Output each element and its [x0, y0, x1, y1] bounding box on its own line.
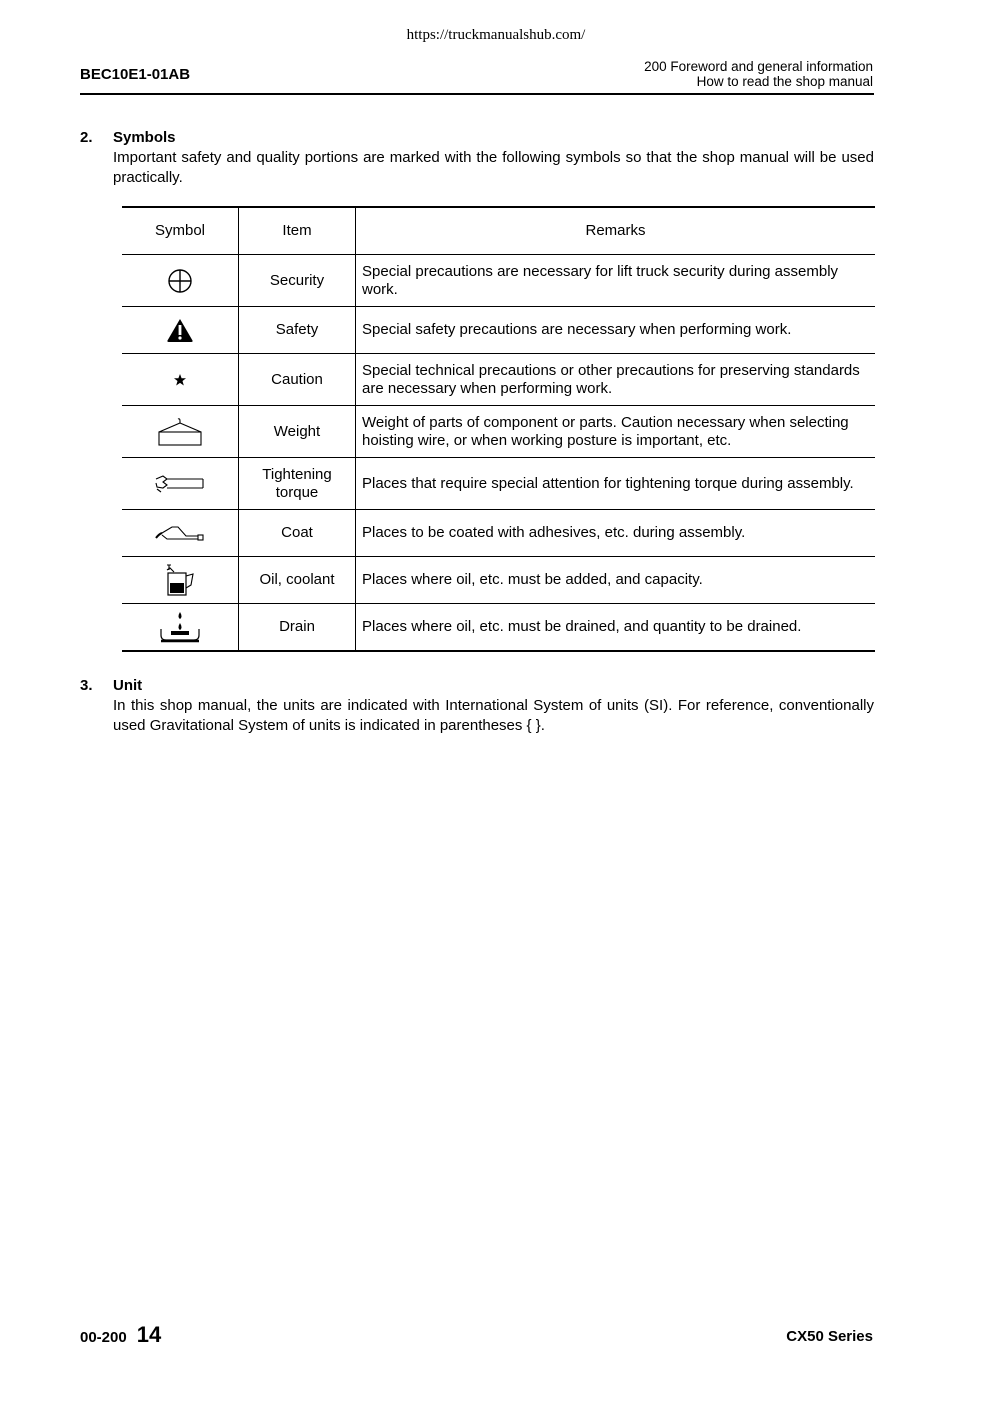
symbols-table	[122, 206, 875, 652]
table-row	[122, 604, 875, 651]
remarks-cell: Special precautions are necessary for lift truck security during assembly work.	[356, 255, 876, 307]
table-row	[122, 557, 875, 604]
symbol-cell	[122, 354, 239, 406]
symbol-cell	[122, 510, 239, 557]
symbols-section-number: 2.	[80, 129, 93, 146]
oil-can-icon	[162, 563, 198, 597]
symbol-cell	[122, 255, 239, 307]
symbol-cell	[122, 557, 239, 604]
section-heading-line-2: How to read the shop manual	[696, 74, 873, 89]
coat-icon	[154, 523, 206, 543]
table-row	[122, 354, 875, 406]
source-url[interactable]: https://truckmanualshub.com/	[406, 27, 586, 43]
symbol-cell	[122, 458, 239, 510]
section-heading-line-1: 200 Foreword and general information	[644, 59, 873, 74]
table-row	[122, 458, 875, 510]
item-cell: Oil, coolant	[239, 557, 356, 604]
caution-star-icon	[173, 373, 187, 387]
remarks-cell: Places where oil, etc. must be drained, and quantity to be drained.	[356, 604, 876, 651]
table-row	[122, 255, 875, 307]
table-row	[122, 307, 875, 354]
header-remarks: Remarks	[356, 207, 876, 255]
remarks-cell: Weight of parts of component or parts. Caution necessary when selecting hoisting wire, or when working posture is important, etc.	[356, 406, 876, 458]
series-name: CX50 Series	[786, 1328, 873, 1345]
weight-icon	[156, 417, 204, 447]
item-cell: Tightening torque	[239, 458, 356, 510]
symbol-cell	[122, 307, 239, 354]
unit-section	[80, 676, 874, 736]
wrench-icon	[154, 473, 206, 495]
item-cell: Drain	[239, 604, 356, 651]
page-footer-left	[80, 1322, 161, 1348]
unit-section-body: In this shop manual, the units are indicated with International System of units (SI). For reference, conventionally used Gravitational System of units is indicated in parentheses { }.	[113, 697, 874, 734]
table-header-row	[122, 207, 875, 255]
page-number: 14	[136, 1322, 162, 1347]
remarks-cell: Special technical precautions or other precautions for preserving standards are necessary when performing work.	[356, 354, 876, 406]
security-icon	[167, 268, 193, 294]
header-symbol: Symbol	[122, 207, 239, 255]
symbol-cell	[122, 604, 239, 651]
symbol-cell	[122, 406, 239, 458]
unit-section-number: 3.	[80, 677, 93, 694]
item-cell: Security	[239, 255, 356, 307]
item-cell: Coat	[239, 510, 356, 557]
document-code: BEC10E1-01AB	[80, 66, 191, 83]
item-cell: Weight	[239, 406, 356, 458]
symbols-section	[80, 128, 874, 188]
table-row	[122, 510, 875, 557]
section-heading	[644, 59, 873, 89]
symbols-section-intro: Important safety and quality portions are marked with the following symbols so that the shop manual will be used practically.	[113, 149, 874, 186]
item-cell: Caution	[239, 354, 356, 406]
remarks-cell: Places where oil, etc. must be added, and capacity.	[356, 557, 876, 604]
header-item: Item	[239, 207, 356, 255]
table-row	[122, 406, 875, 458]
remarks-cell: Special safety precautions are necessary when performing work.	[356, 307, 876, 354]
footer-section-code: 00-200	[80, 1329, 127, 1346]
header-rule	[80, 93, 874, 95]
item-cell: Safety	[239, 307, 356, 354]
unit-section-title: Unit	[113, 677, 143, 694]
symbols-section-title: Symbols	[113, 129, 176, 146]
remarks-cell: Places that require special attention for tightening torque during assembly.	[356, 458, 876, 510]
drain-icon	[157, 610, 203, 644]
remarks-cell: Places to be coated with adhesives, etc. during assembly.	[356, 510, 876, 557]
safety-warning-icon	[166, 317, 194, 343]
